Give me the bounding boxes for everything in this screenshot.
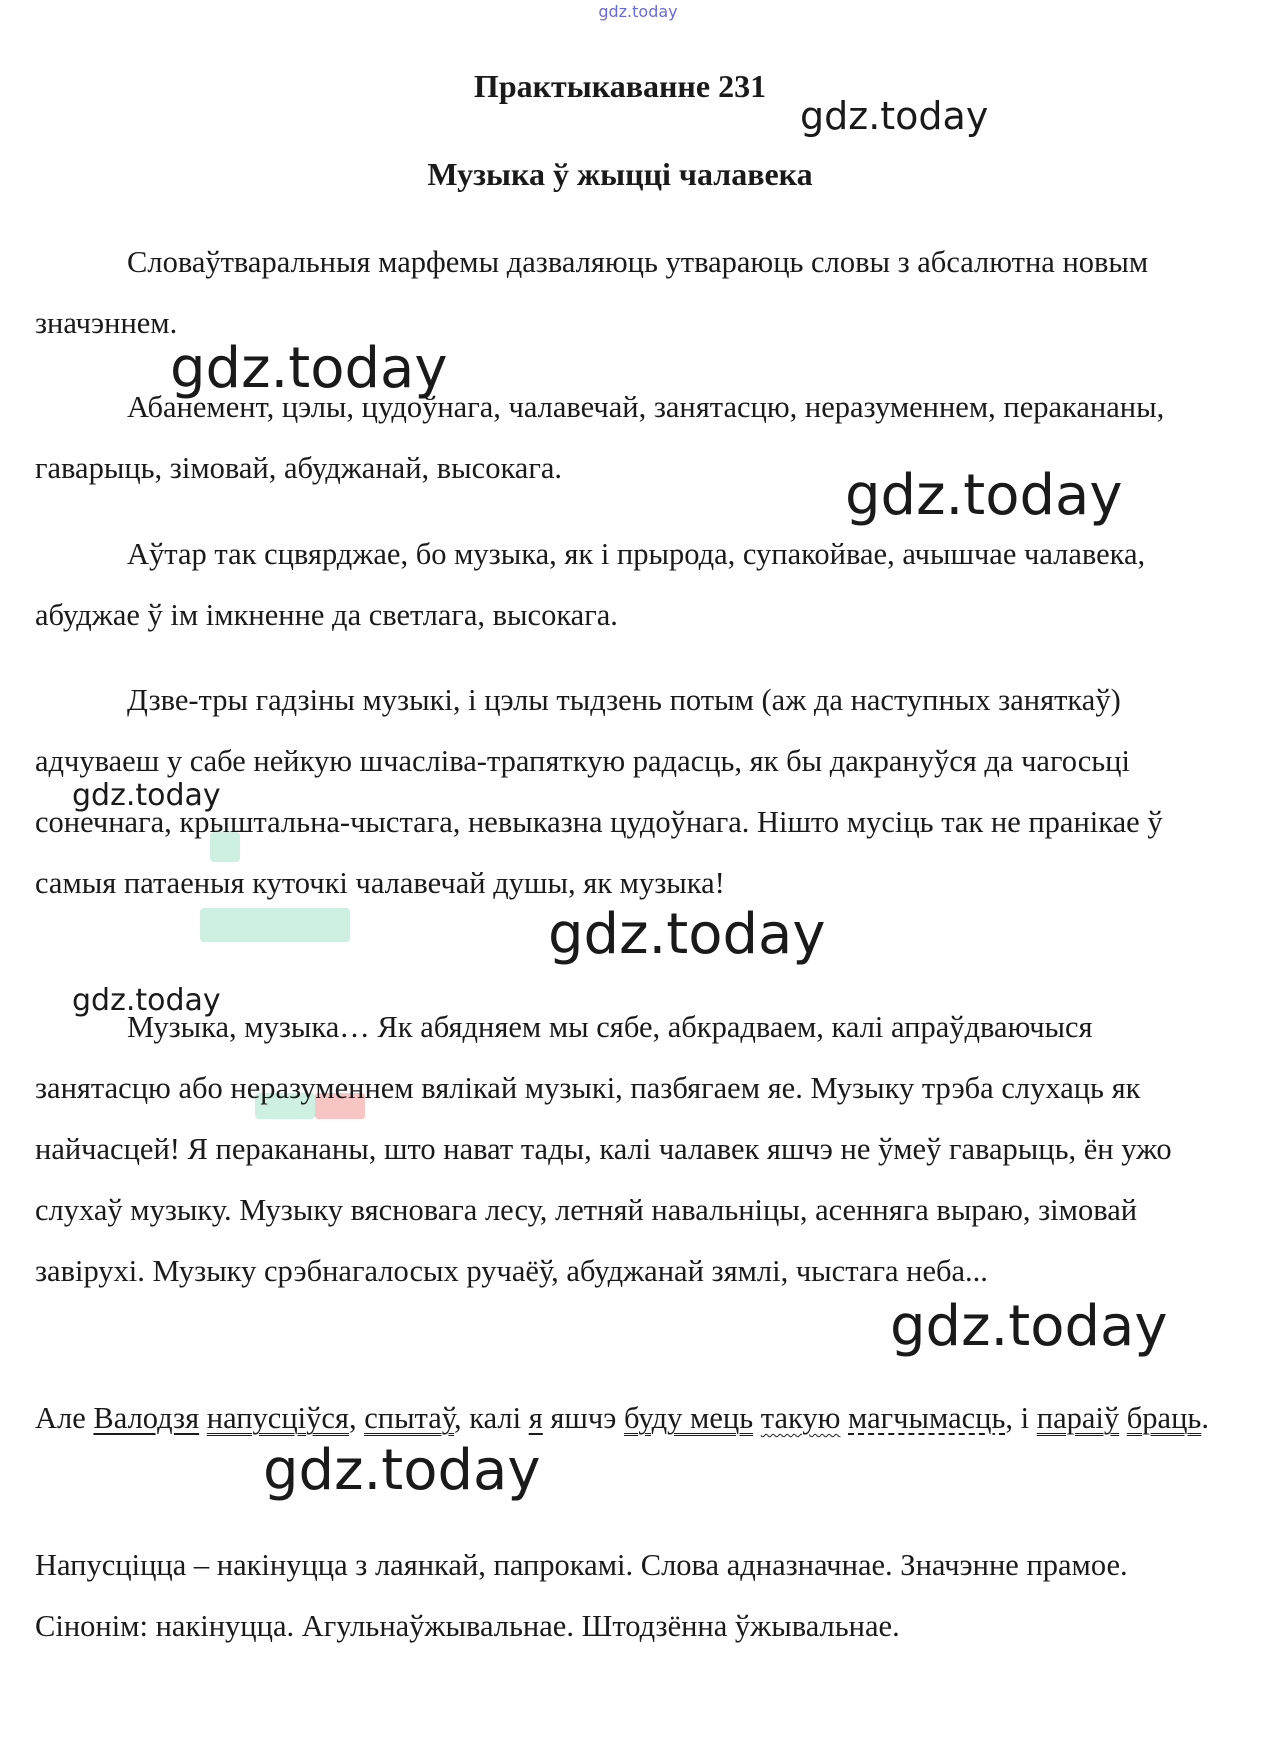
paragraph-7-text: Напусціцца – накінуцца з лаянкай, папрокамі. Слова адназначнае. Значэнне прамое. Сінонім: накінуцца. Агульнаўжывальнае. Штодзённа ўжывальнае. [35, 1548, 1128, 1643]
paragraph-2-text: Абанемент, цэлы, цудоўнага, чалавечай, занятасцю, неразуменнем, перакананы, гаварыць, зімовай, абуджанай, высокага. [35, 390, 1165, 485]
word: , і [1005, 1401, 1037, 1435]
watermark: gdz.today [845, 463, 1123, 528]
paragraph-7 [35, 1535, 1220, 1657]
paragraph-1-text: Словаўтваральныя марфемы дазваляюць утвараюць словы з абсалютна новым значэннем. [35, 245, 1149, 340]
top-watermark: gdz.today [598, 2, 678, 21]
paragraph-5-text: Музыка, музыка… Як абядняем мы сябе, абкрадваем, калі апраўдваючыся занятасцю або неразуменнем вялікай музыкі, пазбягаем яе. Музыку трэба слухаць як найчасцей! Я перакананы, што нават тады, калі чалавек яшчэ не ўмеў гаварыць, ён ужо слухаў музыку. Музыку вясновага лесу, летняй навальніцы, асенняга выраю, зімовай завірухі. Музыку срэбнагалосых ручаёў, абуджанай зямлі, чыстага неба... [35, 1010, 1172, 1288]
parsed-sentence [35, 1388, 1220, 1449]
watermark: gdz.today [890, 1294, 1168, 1359]
attribute-word: такую [760, 1401, 841, 1435]
watermark: gdz.today [800, 94, 989, 138]
watermark: gdz.today [72, 778, 221, 813]
predicate-word: буду мець [623, 1401, 754, 1435]
subject-word: я [528, 1401, 543, 1435]
parsed-sentence-text: Але Валодзя напусціўся, спытаў, калі я яшчэ буду мець такую магчымасць, і параіў браць. [35, 1401, 1209, 1435]
watermark: gdz.today [72, 983, 221, 1018]
word: Але [35, 1401, 94, 1435]
word: , калі [454, 1401, 529, 1435]
highlight-mark [210, 832, 240, 862]
watermark: gdz.today [548, 902, 826, 967]
paragraph-3-text: Аўтар так сцвярджае, бо музыка, як і прырода, супакойвае, ачышчае чалавека, абуджае ў ім імкненне да светлага, высокага. [35, 537, 1146, 632]
predicate-word: параіў [1036, 1401, 1120, 1435]
exercise-title: Практыкаванне 231 [473, 68, 767, 104]
highlight-mark [200, 908, 350, 942]
watermark: gdz.today [263, 1438, 541, 1503]
predicate-word: спытаў [364, 1401, 454, 1435]
object-word: магчымасць [848, 1401, 1006, 1435]
predicate-word: напусціўся [206, 1401, 349, 1435]
watermark: gdz.today [170, 336, 448, 401]
word: . [1201, 1401, 1209, 1435]
paragraph-4-text: Дзве-тры гадзіны музыкі, і цэлы тыдзень потым (аж да наступных заняткаў) адчуваеш у сабе нейкую шчасліва-трапяткую радасць, як бы дакрануўся да чагосьці сонечнага, крыштальна-чыстага, невыказна цудоўнага. Нішто мусіць так не пранікае ў самыя патаеныя куточкі чалавечай душы, як музыка! [35, 683, 1163, 900]
predicate-word: браць [1126, 1401, 1202, 1435]
text-heading: Музыка ў жыцці чалавека [427, 156, 813, 192]
paragraph-3 [35, 524, 1220, 646]
word: яшчэ [542, 1401, 624, 1435]
subject-word: Валодзя [93, 1401, 200, 1435]
paragraph-5 [35, 997, 1220, 1302]
